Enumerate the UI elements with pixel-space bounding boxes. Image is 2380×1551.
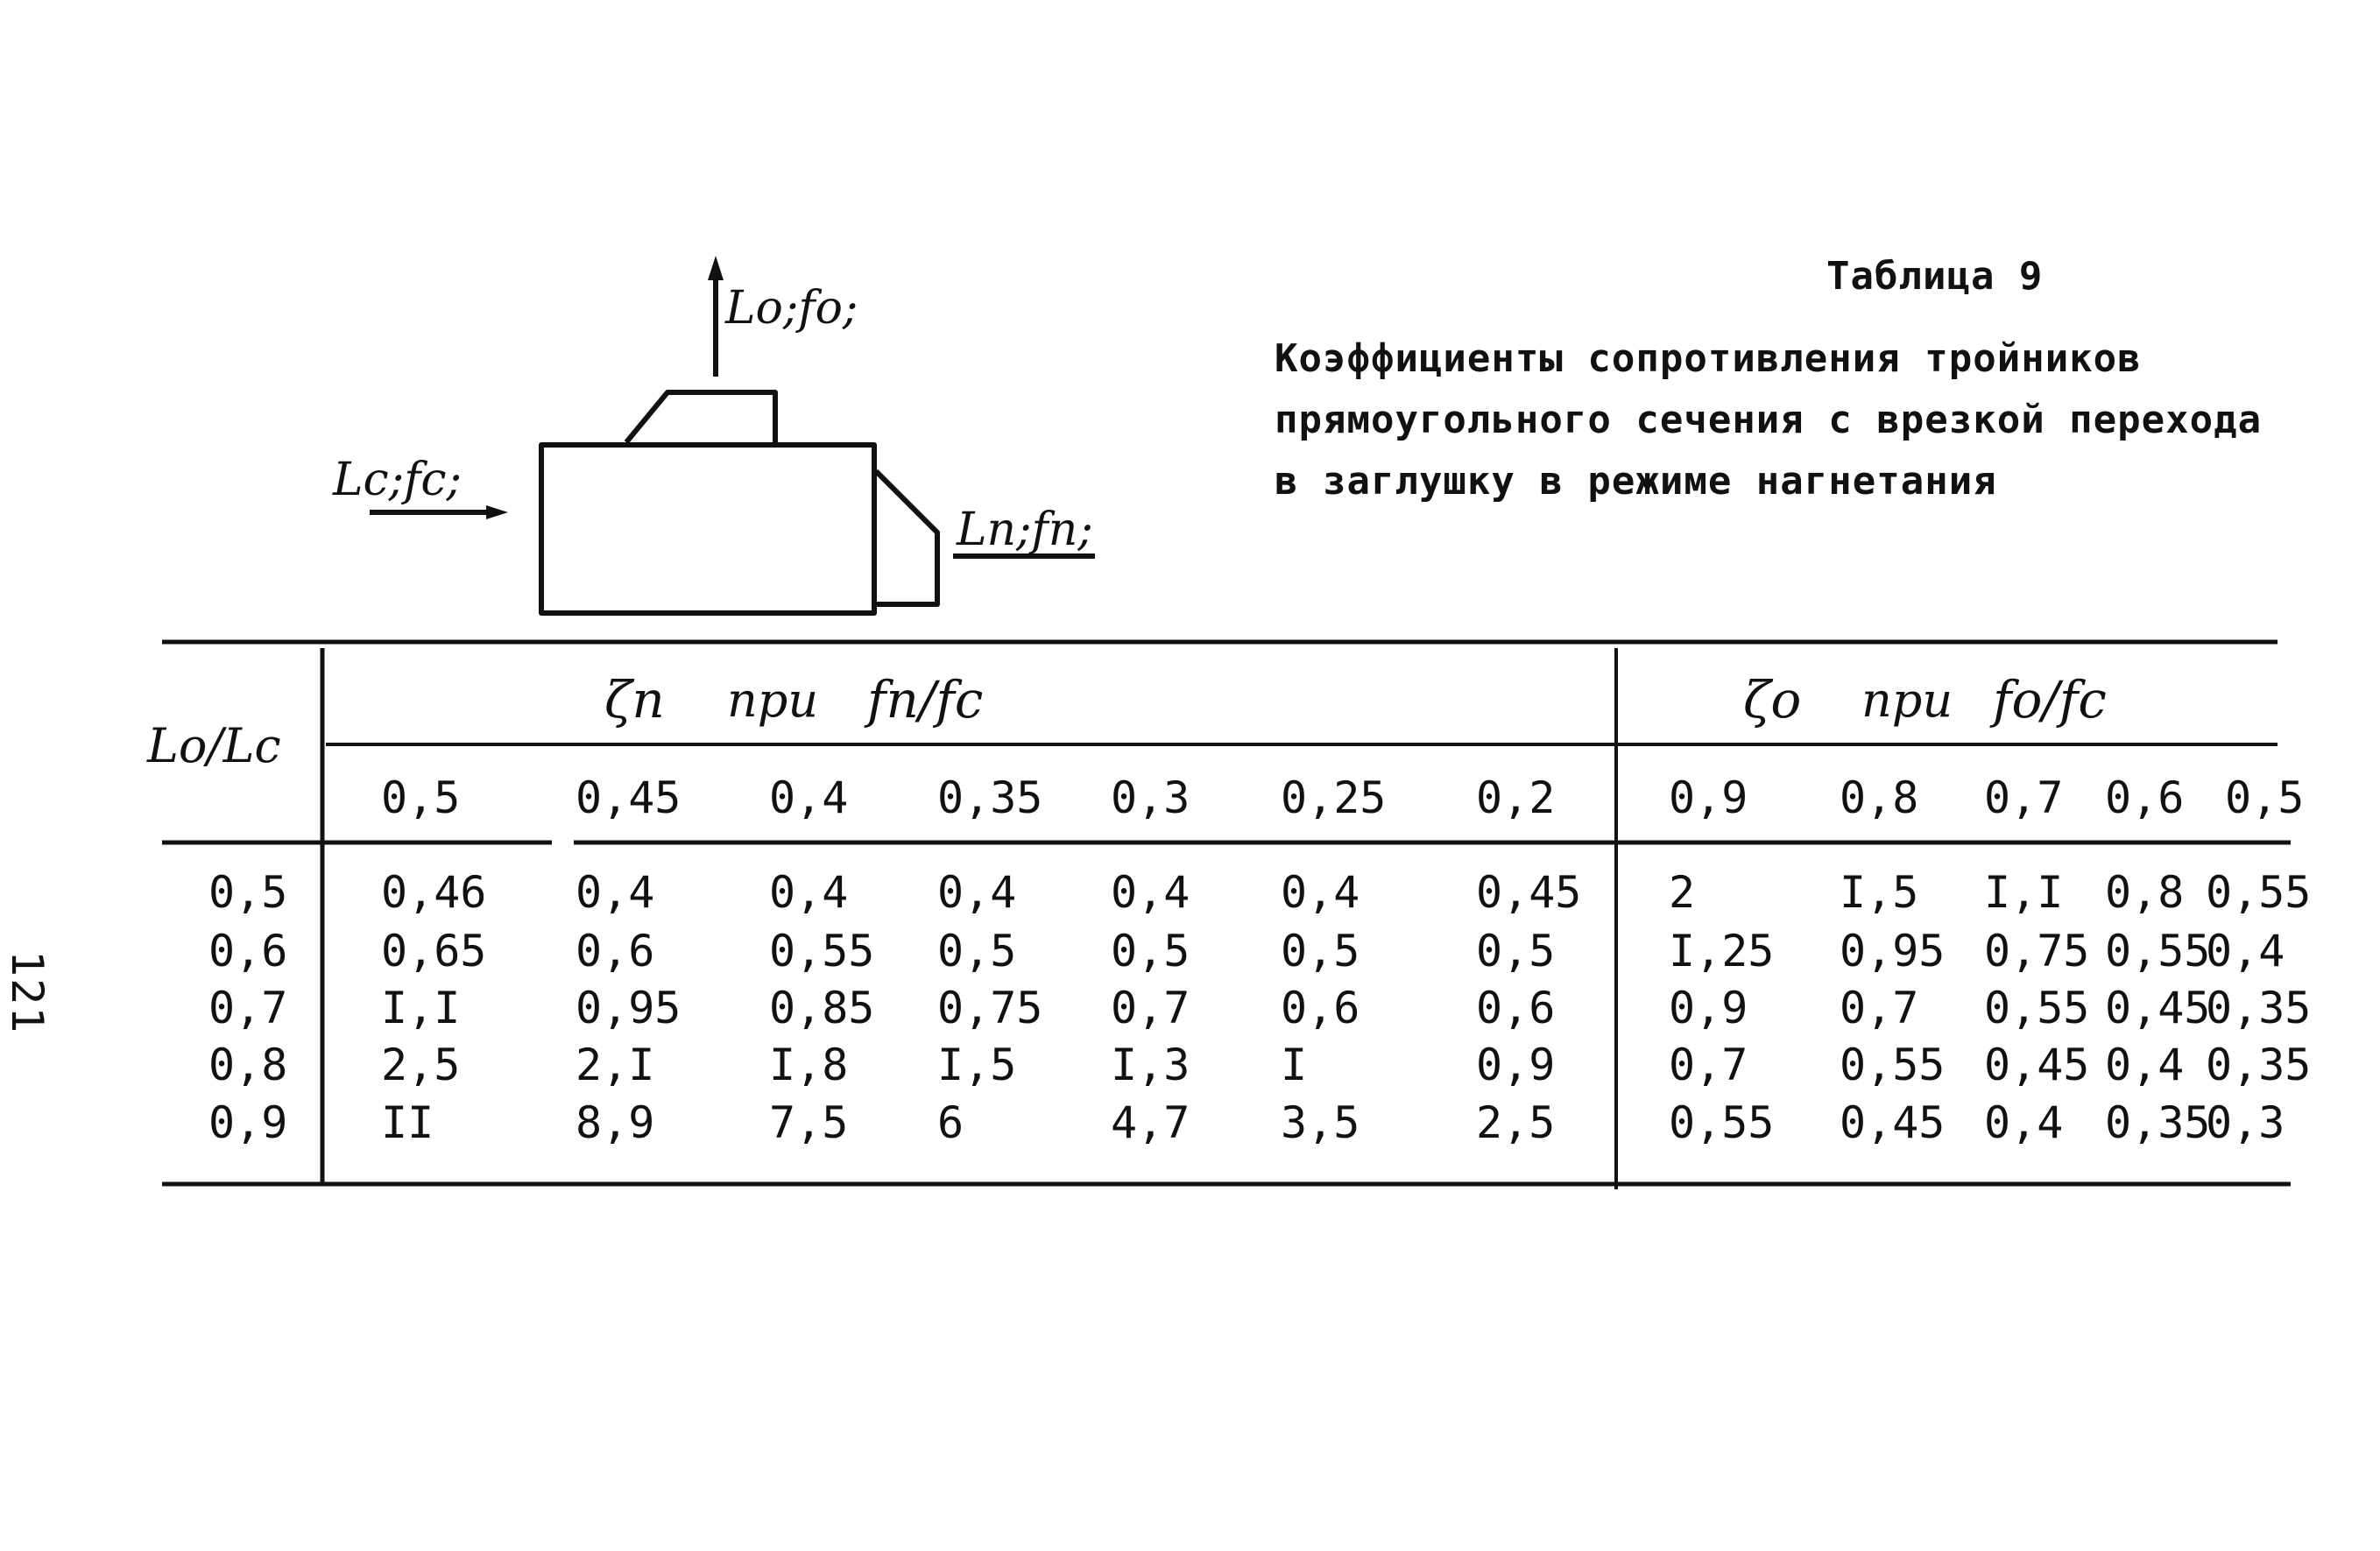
table-cell: 0,8	[2105, 867, 2185, 918]
table-cell: 2	[1669, 867, 1696, 918]
caption-line-1: Коэффициенты сопротивления тройников	[1275, 336, 2142, 381]
table-cell: 0,35	[2105, 1097, 2211, 1148]
table-label: Таблица 9	[1826, 254, 2044, 299]
group-n-word: при	[727, 673, 819, 728]
group-n-ratio: fn/fc	[867, 670, 984, 730]
tee-outlet-transition	[626, 392, 775, 442]
table-cell: 2,5	[1476, 1097, 1556, 1148]
table-cell: 0,65	[381, 926, 487, 976]
outlet-label: Lo;fo;	[725, 282, 858, 335]
table-cell: 0,9	[1476, 1040, 1556, 1090]
table-cell: 0,4	[769, 867, 849, 918]
group-n-symbol: ζп	[604, 670, 665, 730]
table-cell: 0,55	[2105, 926, 2211, 976]
table-cell: 0,5	[1476, 926, 1556, 976]
table-cell: 0,45	[1984, 1040, 2090, 1090]
group-o-word: при	[1861, 673, 1953, 728]
table-cell: 0,45	[1476, 867, 1582, 918]
table-cell: 0,6	[576, 926, 655, 976]
col-header-o: 0,7	[1984, 772, 2064, 823]
table-cell: 0,55	[2206, 867, 2312, 918]
table-cell: I,5	[1840, 867, 1919, 918]
table-cell: 0,4	[2206, 926, 2285, 976]
table-cell: I,I	[1984, 867, 2064, 918]
col-header-o: 0,9	[1669, 772, 1748, 823]
row-key: 0,6	[208, 926, 288, 976]
group-o-ratio: fo/fc	[1993, 670, 2107, 730]
col-header-o: 0,6	[2105, 772, 2185, 823]
table-cell: I,3	[1111, 1040, 1190, 1090]
table-cell: 0,5	[1281, 926, 1360, 976]
table-cell: 0,85	[769, 983, 875, 1033]
row-key: 0,7	[208, 983, 288, 1033]
col-header-n: 0,2	[1476, 772, 1556, 823]
col-header-n: 0,5	[381, 772, 461, 823]
table-cell: 0,4	[1984, 1097, 2064, 1148]
table-cell: I,5	[937, 1040, 1017, 1090]
tee-side-transition	[876, 471, 937, 604]
table-cell: 4,7	[1111, 1097, 1190, 1148]
table-cell: I,8	[769, 1040, 849, 1090]
table-cell: 0,55	[1984, 983, 2090, 1033]
group-o-symbol: ζo	[1743, 670, 1802, 730]
table-cell: 0,75	[937, 983, 1043, 1033]
caption-line-3: в заглушку в режиме нагнетания	[1275, 459, 1997, 504]
table-cell: 2,5	[381, 1040, 461, 1090]
col-header-n: 0,4	[769, 772, 849, 823]
table-cell: 0,7	[1111, 983, 1190, 1033]
table-cell: I,25	[1669, 926, 1775, 976]
col-header-n: 0,25	[1281, 772, 1387, 823]
table-cell: 0,4	[576, 867, 655, 918]
col-header-n: 0,45	[576, 772, 682, 823]
table-cell: 0,35	[2206, 983, 2312, 1033]
table-cell: 8,9	[576, 1097, 655, 1148]
table-cell: 0,4	[2105, 1040, 2185, 1090]
table-cell: 0,3	[2206, 1097, 2285, 1148]
table-cell: 0,45	[1840, 1097, 1946, 1148]
table-cell: 0,75	[1984, 926, 2090, 976]
col-header-n: 0,3	[1111, 772, 1190, 823]
row-key: 0,8	[208, 1040, 288, 1090]
table-cell: 0,4	[1281, 867, 1360, 918]
table-cell: 0,55	[769, 926, 875, 976]
table-cell: 0,5	[937, 926, 1017, 976]
table-cell: 2,I	[576, 1040, 655, 1090]
table-cell: 0,95	[576, 983, 682, 1033]
col-header-o: 0,5	[2225, 772, 2305, 823]
tee-main-body	[541, 445, 874, 613]
table-cell: I,I	[381, 983, 461, 1033]
caption-line-2: прямоугольного сечения с врезкой перехода	[1275, 398, 2263, 442]
table-cell: I	[1281, 1040, 1308, 1090]
table-cell: 0,46	[381, 867, 487, 918]
table-cell: 0,5	[1111, 926, 1190, 976]
table-cell: 7,5	[769, 1097, 849, 1148]
row-header: Lo/Lc	[147, 718, 281, 773]
page-number: 121	[2, 950, 53, 1035]
table-cell: 0,7	[1840, 983, 1919, 1033]
table-cell: 0,55	[1840, 1040, 1946, 1090]
table-cell: 0,55	[1669, 1097, 1775, 1148]
table-cell: 0,4	[937, 867, 1017, 918]
col-header-n: 0,35	[937, 772, 1043, 823]
outlet-arrowhead	[708, 256, 724, 280]
col-header-o: 0,8	[1840, 772, 1919, 823]
table-cell: 0,4	[1111, 867, 1190, 918]
inlet-arrowhead	[486, 505, 508, 519]
table-cell: 0,45	[2105, 983, 2211, 1033]
side-label: Ln;fn;	[957, 504, 1093, 556]
inlet-label: Lc;fc;	[333, 454, 463, 506]
table-cell: 0,6	[1476, 983, 1556, 1033]
row-key: 0,9	[208, 1097, 288, 1148]
table-cell: 3,5	[1281, 1097, 1360, 1148]
table-cell: II	[381, 1097, 434, 1148]
row-key: 0,5	[208, 867, 288, 918]
table-cell: 0,6	[1281, 983, 1360, 1033]
table-cell: 0,35	[2206, 1040, 2312, 1090]
table-cell: 6	[937, 1097, 964, 1148]
table-cell: 0,9	[1669, 983, 1748, 1033]
table-cell: 0,7	[1669, 1040, 1748, 1090]
table-cell: 0,95	[1840, 926, 1946, 976]
